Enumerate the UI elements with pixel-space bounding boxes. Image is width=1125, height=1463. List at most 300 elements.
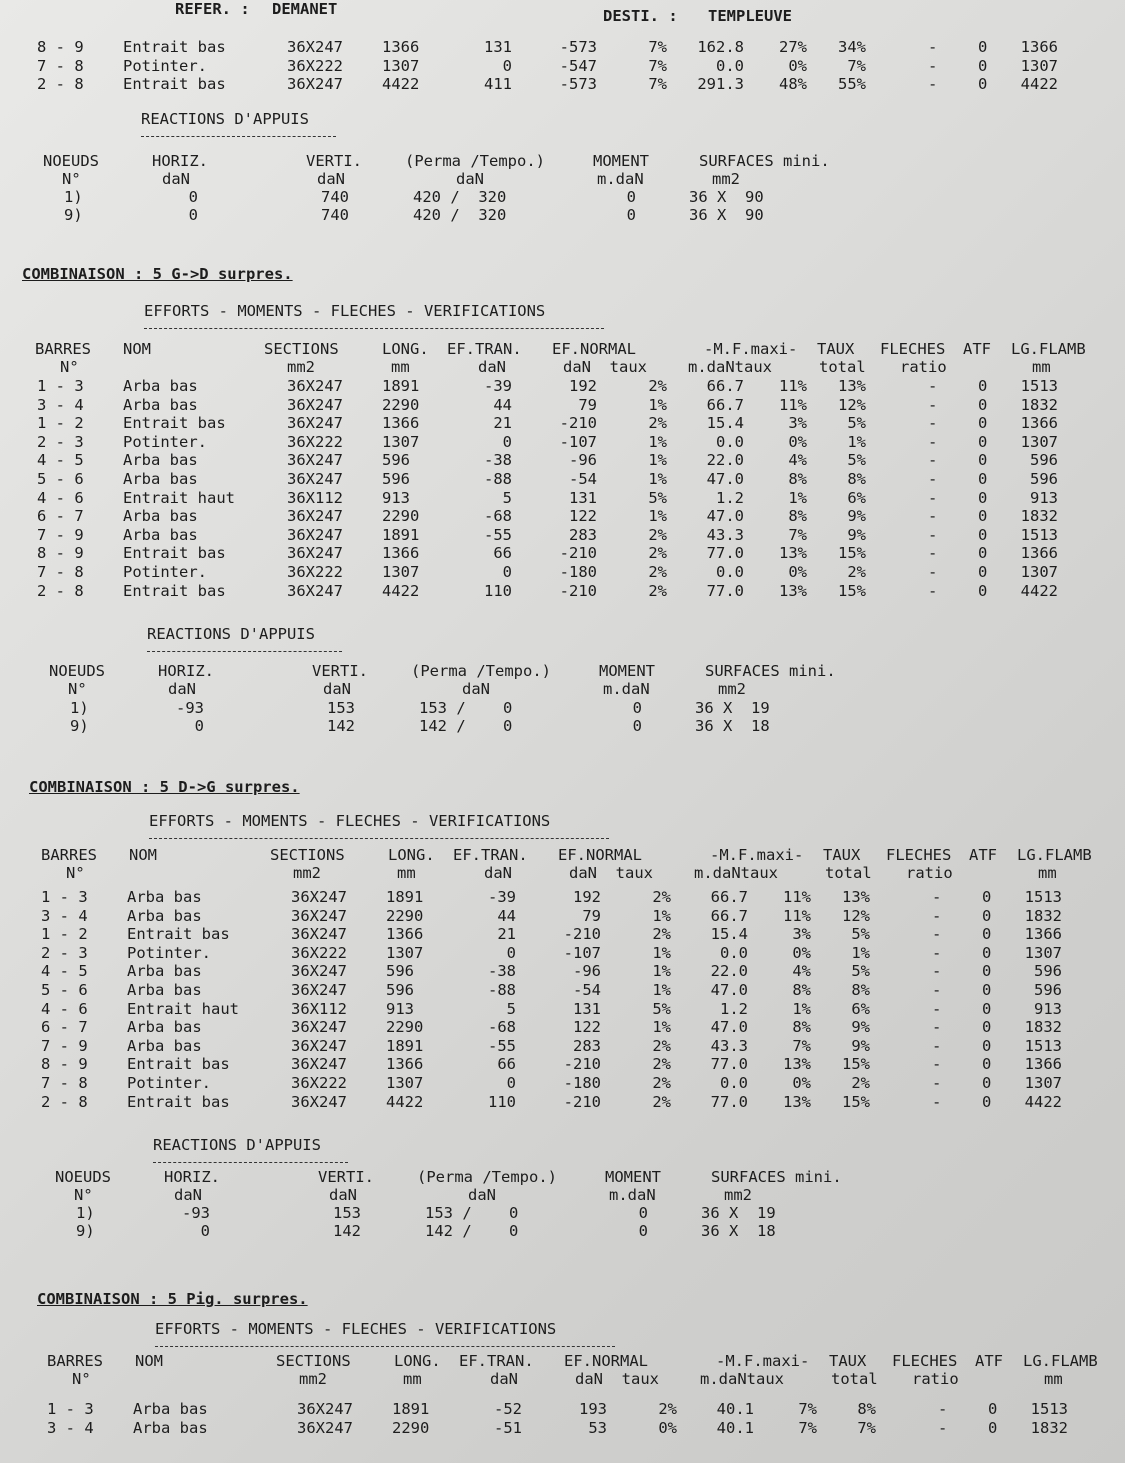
column-header: EF.NORMAL [558,846,642,864]
reactions-cell: 142 / 0 [425,1222,519,1240]
reactions-header-unit: mm2 [712,170,740,188]
table-cell: 1307 [386,943,424,962]
column-header: LONG. [382,340,429,358]
table-cell: Arba bas [127,1018,202,1037]
table-cell: - [932,1092,942,1111]
table-cell: 36X112 [291,999,347,1018]
reactions-header: MOMENT [593,152,649,170]
table-cell: 4422 [382,75,420,93]
table-cell: - [928,507,938,526]
table-cell: 0 [978,581,988,600]
table-cell: - [938,1400,948,1418]
table-cell: - [932,943,942,962]
column-header-unit: mm2 [293,864,321,882]
table-cell: 12% [842,906,870,925]
table-cell: 596 [382,451,410,470]
table-cell: 596 [386,962,414,981]
table-cell: 7% [648,75,667,93]
table-cell: 9% [847,507,866,526]
combination-title: COMBINAISON : 5 G->D surpres. [22,265,293,283]
table-cell: 0% [788,56,807,75]
table-cell: 1513 [1024,1036,1062,1055]
table-cell: 3% [792,925,811,944]
reactions-title-rule [141,136,336,137]
table-cell: 2% [851,1074,870,1092]
table-cell: 5 - 6 [37,470,84,488]
table-cell: Entrait bas [123,414,226,433]
table-cell: 8 - 9 [37,544,84,563]
table-cell: 0% [792,943,811,962]
table-cell: 36X247 [287,470,343,488]
table-cell: 36X247 [287,507,343,526]
table-cell: 36X247 [287,38,343,56]
column-header: EF.TRAN. [447,340,522,358]
table-cell: 2290 [392,1418,430,1437]
table-cell: 44 [493,395,512,414]
table-cell: 0.0 [720,1074,748,1092]
column-header-unit: daN taux [563,358,647,376]
table-cell: 0 [978,377,988,395]
table-cell: 131 [573,999,601,1018]
table-cell: 8% [792,981,811,999]
table-cell: 79 [582,906,601,925]
table-cell: 131 [569,488,597,507]
table-cell: 1% [648,507,667,526]
table-cell: - [928,432,938,451]
reactions-cell: 0 [188,188,198,206]
table-cell: 8 - 9 [41,1055,88,1074]
table-cell: 43.3 [706,525,744,544]
column-header: NOM [123,340,151,358]
table-cell: 1% [652,981,671,999]
column-header: EF.NORMAL [552,340,636,358]
reactions-title: REACTIONS D'APPUIS [153,1136,321,1154]
table-cell: 7% [798,1400,817,1418]
reactions-cell: 0 [194,717,204,735]
table-cell: - [932,1036,942,1055]
table-cell: -88 [484,470,512,488]
table-cell: 0 [988,1400,998,1418]
table-cell: 7% [648,56,667,75]
table-cell: 913 [382,488,410,507]
reactions-header: SURFACES mini. [705,662,836,680]
table-cell: 2% [652,1036,671,1055]
table-cell: 36X247 [291,1055,347,1074]
table-cell: 13% [838,377,866,395]
table-cell: Entrait haut [123,488,235,507]
reactions-cell: 9) [70,717,89,735]
table-cell: 66.7 [706,377,744,395]
table-cell: -210 [559,544,597,563]
desti-value: TEMPLEUVE [708,7,792,25]
table-cell: Arba bas [123,507,198,526]
table-cell: 36X247 [291,906,347,925]
table-cell: -573 [559,75,597,93]
table-cell: 0 [978,525,988,544]
table-cell: Entrait bas [127,1092,230,1111]
column-header-unit: mm2 [299,1370,327,1388]
table-cell: 1513 [1020,525,1058,544]
efforts-title: EFFORTS - MOMENTS - FLECHES - VERIFICATIONS [144,302,546,320]
table-cell: 0 [978,38,988,56]
table-cell: 15% [838,544,866,563]
column-header-unit: mm [1038,864,1057,882]
column-header: BARRES [35,340,91,358]
column-header: EF.NORMAL [564,1352,648,1370]
table-cell: -54 [573,981,601,999]
table-cell: 193 [579,1400,607,1418]
table-cell: 0% [792,1074,811,1092]
reactions-cell: 9) [76,1222,95,1240]
table-cell: -68 [488,1018,516,1037]
table-cell: 1% [652,1018,671,1037]
table-cell: 0 [982,943,992,962]
column-header: -M.F.maxi- [704,340,798,358]
reactions-cell: 0 [626,206,636,224]
table-cell: 7 - 8 [41,1074,88,1092]
table-cell: 0% [658,1418,677,1437]
table-cell: 110 [488,1092,516,1111]
table-cell: 0 [978,470,988,488]
reactions-header: SURFACES mini. [699,152,830,170]
table-cell: -55 [484,525,512,544]
reactions-header-unit: N° [68,680,87,698]
table-cell: 0 [982,981,992,999]
table-cell: 1307 [382,56,420,75]
table-cell: -547 [559,56,597,75]
reactions-title: REACTIONS D'APPUIS [141,110,309,128]
column-header: BARRES [47,1352,103,1370]
column-header-unit: daN [484,864,512,882]
reactions-header-unit: daN [468,1186,496,1204]
table-cell: 36X247 [287,414,343,433]
reactions-header-unit: N° [62,170,81,188]
table-cell: Arba bas [127,888,202,906]
table-cell: 1% [788,488,807,507]
table-cell: - [932,1055,942,1074]
column-header: -M.F.maxi- [716,1352,810,1370]
table-cell: 1307 [1020,56,1058,75]
table-cell: 36X247 [287,395,343,414]
column-header: EF.TRAN. [459,1352,534,1370]
table-cell: Arba bas [127,981,202,999]
table-cell: 36X222 [287,56,343,75]
table-cell: - [932,962,942,981]
table-cell: 2% [652,1074,671,1092]
table-cell: 1307 [1024,1074,1062,1092]
reactions-cell: 0 [200,1222,210,1240]
table-cell: 4% [792,962,811,981]
table-cell: 2% [658,1400,677,1418]
table-cell: 11% [779,377,807,395]
table-cell: 9% [847,525,866,544]
table-cell: 44 [497,906,516,925]
table-cell: 411 [484,75,512,93]
table-cell: 7% [847,56,866,75]
table-cell: -96 [573,962,601,981]
table-cell: 53 [588,1418,607,1437]
table-cell: 36X247 [287,75,343,93]
table-cell: Potinter. [127,1074,211,1092]
reactions-header: (Perma /Tempo.) [405,152,545,170]
reactions-cell: 740 [321,206,349,224]
reactions-cell: 420 / 320 [413,206,507,224]
table-cell: - [928,75,938,93]
table-cell: 8% [851,981,870,999]
table-cell: 1% [648,395,667,414]
table-cell: 1% [652,943,671,962]
table-cell: 1366 [1020,544,1058,563]
table-cell: - [928,488,938,507]
table-cell: 36X247 [291,925,347,944]
table-cell: 1366 [382,544,420,563]
table-cell: -210 [563,1092,601,1111]
table-cell: -52 [494,1400,522,1418]
reactions-header: NOEUDS [43,152,99,170]
table-cell: 1513 [1030,1400,1068,1418]
table-cell: 15% [842,1055,870,1074]
table-cell: 5 [502,488,512,507]
table-cell: 5 - 6 [41,981,88,999]
table-cell: - [928,470,938,488]
reactions-cell: 740 [321,188,349,206]
reactions-header-unit: m.daN [597,170,644,188]
table-cell: 0 [978,451,988,470]
reactions-title: REACTIONS D'APPUIS [147,625,315,643]
table-cell: -88 [488,981,516,999]
table-cell: 0 [502,56,512,75]
table-cell: 4 - 6 [41,999,88,1018]
table-cell: 13% [779,581,807,600]
table-cell: -210 [563,1055,601,1074]
combination-title: COMBINAISON : 5 Pig. surpres. [37,1290,308,1308]
reactions-cell: 153 / 0 [425,1204,519,1222]
table-cell: - [928,56,938,75]
reactions-cell: 142 / 0 [419,717,513,735]
table-cell: 1366 [386,1055,424,1074]
table-cell: 0 [978,56,988,75]
table-cell: 1366 [382,414,420,433]
table-cell: 0 [978,414,988,433]
table-cell: 1307 [1020,432,1058,451]
column-header-unit: mm [403,1370,422,1388]
table-cell: 2 - 8 [37,581,84,600]
column-header-unit: m.daNtaux [694,864,778,882]
table-cell: 2% [652,1055,671,1074]
table-cell: - [928,451,938,470]
table-cell: 1366 [1024,925,1062,944]
table-cell: 596 [1030,451,1058,470]
table-cell: 4422 [386,1092,424,1111]
column-header-unit: total [831,1370,878,1388]
table-cell: 9% [851,1036,870,1055]
column-header: LONG. [388,846,435,864]
reactions-header: MOMENT [605,1168,661,1186]
table-cell: 2% [648,525,667,544]
table-cell: 15% [838,581,866,600]
table-cell: 36X247 [287,544,343,563]
table-cell: 0 [982,1036,992,1055]
table-cell: 1% [648,470,667,488]
table-cell: 1 - 3 [37,377,84,395]
table-cell: 36X222 [291,943,347,962]
column-header: LONG. [394,1352,441,1370]
table-cell: 596 [1030,470,1058,488]
reactions-cell: 1) [76,1204,95,1222]
table-cell: -180 [563,1074,601,1092]
table-cell: 36X247 [291,962,347,981]
table-cell: 4 - 6 [37,488,84,507]
reactions-cell: 36 X 90 [689,206,764,224]
reactions-cell: 153 [327,699,355,717]
table-cell: 15.4 [706,414,744,433]
table-cell: 6% [847,488,866,507]
column-header: ATF [975,1352,1003,1370]
table-cell: -55 [488,1036,516,1055]
table-cell: Potinter. [127,943,211,962]
table-cell: 0% [788,432,807,451]
table-cell: 66.7 [706,395,744,414]
column-header: FLECHES [892,1352,958,1370]
table-cell: 36X247 [291,1036,347,1055]
table-cell: - [928,525,938,544]
table-cell: 596 [386,981,414,999]
table-cell: 7% [788,525,807,544]
table-cell: 1513 [1020,377,1058,395]
column-header: TAUX [817,340,855,358]
table-cell: -96 [569,451,597,470]
table-cell: 5% [851,962,870,981]
table-cell: 0 [978,563,988,581]
reactions-cell: 0 [638,1222,648,1240]
reactions-header-unit: N° [74,1186,93,1204]
table-cell: 0 [982,1092,992,1111]
table-cell: 66.7 [710,888,748,906]
table-cell: 192 [573,888,601,906]
table-cell: 13% [783,1055,811,1074]
reactions-header: (Perma /Tempo.) [417,1168,557,1186]
column-header-unit: daN taux [569,864,653,882]
table-cell: 5 [506,999,516,1018]
table-cell: - [932,888,942,906]
table-cell: 36X247 [287,581,343,600]
table-cell: 2290 [382,507,420,526]
table-cell: 1891 [386,888,424,906]
table-cell: 36X247 [287,377,343,395]
table-cell: 3 - 4 [41,906,88,925]
table-cell: 122 [573,1018,601,1037]
column-header-unit: mm [1032,358,1051,376]
table-cell: 36X247 [287,525,343,544]
column-header: SECTIONS [276,1352,351,1370]
table-cell: 283 [569,525,597,544]
table-cell: 1307 [386,1074,424,1092]
table-cell: - [928,544,938,563]
table-cell: 21 [497,925,516,944]
table-cell: 13% [779,544,807,563]
table-cell: 2% [648,377,667,395]
table-cell: - [932,999,942,1018]
table-cell: 110 [484,581,512,600]
table-cell: 8% [792,1018,811,1037]
table-cell: Arba bas [123,451,198,470]
reactions-title-rule [147,651,342,652]
table-cell: 0 [506,1074,516,1092]
table-cell: 0 [978,75,988,93]
column-header-unit: total [819,358,866,376]
column-header-unit: N° [72,1370,91,1388]
table-cell: - [932,1018,942,1037]
table-cell: 8 - 9 [37,38,84,56]
table-cell: 162.8 [697,38,744,56]
column-header: LG.FLAMB [1011,340,1086,358]
reactions-cell: 9) [64,206,83,224]
table-cell: 1% [652,962,671,981]
reactions-title-rule [153,1162,348,1163]
table-cell: 13% [842,888,870,906]
table-cell: 192 [569,377,597,395]
table-cell: 77.0 [710,1055,748,1074]
table-cell: Entrait haut [127,999,239,1018]
table-cell: 2% [648,563,667,581]
reactions-header: VERTI. [312,662,368,680]
table-cell: Arba bas [133,1400,208,1418]
table-cell: 66 [497,1055,516,1074]
table-cell: 36X247 [297,1400,353,1418]
table-cell: -54 [569,470,597,488]
table-cell: Arba bas [123,525,198,544]
table-cell: 1.2 [716,488,744,507]
column-header: ATF [963,340,991,358]
table-cell: 0% [788,563,807,581]
column-header: FLECHES [880,340,946,358]
table-cell: Entrait bas [123,544,226,563]
table-cell: 1 - 3 [47,1400,94,1418]
table-cell: 0.0 [720,943,748,962]
table-cell: 2% [652,888,671,906]
table-cell: -51 [494,1418,522,1437]
table-cell: 1366 [1020,38,1058,56]
table-cell: 0 [982,888,992,906]
efforts-title-rule [144,328,604,329]
table-cell: 0.0 [716,56,744,75]
table-cell: 36X247 [291,981,347,999]
table-cell: Entrait bas [123,75,226,93]
table-cell: 15.4 [710,925,748,944]
table-cell: 1832 [1020,395,1058,414]
reactions-header-unit: mm2 [724,1186,752,1204]
table-cell: 43.3 [710,1036,748,1055]
reactions-cell: 0 [626,188,636,206]
reactions-header-unit: mm2 [718,680,746,698]
column-header-unit: mm [1044,1370,1063,1388]
table-cell: 8% [788,507,807,526]
reactions-cell: 36 X 90 [689,188,764,206]
column-header-unit: daN [478,358,506,376]
column-header-unit: m.daNtaux [700,1370,784,1388]
table-cell: 0 [978,488,988,507]
table-cell: 0 [988,1418,998,1437]
table-cell: 2 - 3 [41,943,88,962]
table-cell: -38 [488,962,516,981]
table-cell: -68 [484,507,512,526]
table-cell: Arba bas [127,962,202,981]
table-cell: 0 [502,432,512,451]
table-cell: 0 [978,507,988,526]
table-cell: 1366 [1020,414,1058,433]
table-cell: - [928,563,938,581]
column-header: -M.F.maxi- [710,846,804,864]
